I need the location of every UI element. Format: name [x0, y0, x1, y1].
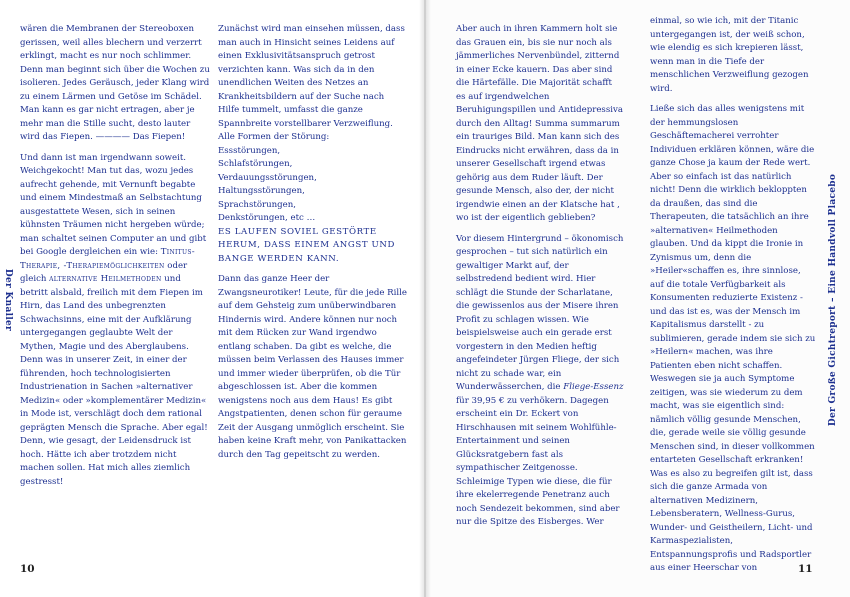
list-item: Schlafstörungen,: [218, 159, 293, 169]
running-title-left: Der Knaller: [3, 268, 13, 332]
disorder-list: [218, 145, 408, 226]
paragraph-text: Vor diesem Hintergrund – ökonomisch gesprochen – tut sich natürlich ein gewaltiger Markt auf, der selbstredend bedient wird. Hier schlägt die Stunde der Scharlatane, die gewissenlos aus der Misere ihren Profit zu schlagen wissen. Wie beispielsweise auch ein gerade erst vorgestern in den Medien heftig angefeindeter Jürgen Fliege, der sich nicht zu schade war, ein Wunderwässerchen, die: [456, 233, 624, 392]
highlighted-term: alternative Heilmethoden: [49, 274, 162, 284]
right-column-1: [456, 23, 624, 537]
paragraph-text: Und dann ist man irgendwann soweit. Weichgekocht! Man tut das, wozu jedes aufrecht gehende, mit Vernunft begabte und einem Mindestmaß an Selbstachtung ausgestattete Wesen, sich in seinen kühnsten Träumen nicht hergeben würde; man schaltet seinen Computer an und gibt bei Google dergleichen ein wie:: [20, 152, 207, 257]
paragraph: Zunächst wird man einsehen müssen, dass man auch in Hinsicht seines Leidens auf einen Exklusivitätsanspruch getrost verzichten kann. Was sich da in den unendlichen Weiten des Netzes an Krankheitsbildern auf der Suche nach Hilfe tummelt, umfasst die ganze Spannbreite vorstellbarer Verzweiflung. Alle Formen der Störung:: [218, 24, 405, 142]
page-number-left: 10: [20, 563, 35, 575]
list-item: Verdauungsstörungen,: [218, 172, 317, 183]
caps-statement: ES LAUFEN SOVIEL GESTÖRTE HERUM, DASS EINEM ANGST UND BANGE WERDEN KANN.: [218, 226, 395, 264]
paragraph-text: und betritt alsbald, freilich mit dem Fiepen im Hirn, das Land des unbegrenzten Schwachsinns, eine mit der Aufklärung untergegangen geglaubte Welt der Mythen, Magie und des Aberglaubens. Denn was in unserer Zeit, in einer der führenden, hoch technologisierten Industrienation in Sachen »alternativer Medizin« oder »komplementärer Medizin« in Mode ist, verschlägt doch dem rational geprägten Mensch die Sprache. Aber egal! Denn, wie gesagt, der Leidensdruck ist hoch. Hätte ich aber trotzdem nicht machen sollen. Hat mich alles ziemlich gestresst!: [20, 274, 208, 487]
paragraph: [20, 152, 210, 490]
paragraph: einmal, so wie ich, mit der Titanic untergegangen ist, der weiß schon, wie elendig es sich krepieren lässt, wenn man in die Tiefe der menschlichen Verzweiflung gezogen wird.: [650, 16, 809, 94]
left-column-2: [218, 23, 408, 469]
left-column-1: [20, 23, 210, 496]
paragraph: Ließe sich das alles wenigstens mit der hemmungslosen Geschäftemacherei verrohter Individuen erklären können, wäre die ganze Chose ja kaum der Rede wert. Aber so einfach ist das natürlich nicht! Denn die wirklich bekloppten da draußen, das sind die Therapeuten, die tatsächlich an ihre »alternativen« Heilmethoden glauben. Und da kippt die Ironie in Zynismus um, denn die »Heiler«schaffen es, ihre sinnlose, auf die totale Verfügbarkeit als Konsumenten reduzierte Existenz - und das ist es, was der Mensch im Kapitalismus darstellt - zu sublimieren, gerade indem sie sich zu »Heilern« machen, was ihre Patienten eben nicht schaffen. Weswegen sie ja auch Symptome zeitigen, was sie wiederum zu dem macht, was sie eigentlich sind: nämlich völlig gesunde Menschen, die, gerade weile sie völlig gesunde Menschen sind, in dieser vollkommen entarteten Gesellschaft erkranken! Was es also zu begreifen gilt ist, dass sich die ganze Armada von alternativen Medizinern, Lebensberatern, Wellness-Gurus, Wunder- und Geistheilern, Licht- und Karmaspezialisten, Entspannungsprofis und Radsportler aus einer Heerschar von: [650, 104, 816, 573]
page-number-right: 11: [798, 563, 813, 575]
paragraph-text: für 39,95 € zu verhökern. Dagegen erscheint ein Dr. Eckert von Hirschhausen mit seinem Wohlfühle-Entertainment und seinen Glücksratgebern fast als sympathischer Zeitgenosse. Schleimige Typen wie diese, die für ihre ekelerregende Penetranz auch noch Sendezeit bekommen, sind aber nur die Spitze des Eisberges. Wer: [456, 395, 620, 527]
list-item: Sprachstörungen,: [218, 199, 297, 210]
highlighted-term: Tinitus-Therapie, -Therapiemöglichkeiten: [20, 247, 195, 271]
right-column-2: [650, 15, 816, 583]
paragraph: wären die Membranen der Stereoboxen gerissen, weil alles blechern und verzerrt erklingt, macht es nur noch schlimmer. Denn man beginnt sich über die Wochen zu isolieren. Jedes Geräusch, jeder Klang wird zu einem Lärmen und Getöse im Schädel. Man kann es gar nicht ertragen, aber je mehr man die Stille sucht, desto lauter wird das Fiepen. ———— Das Fiepen!: [20, 24, 210, 142]
book-gutter: [419, 0, 431, 597]
paragraph: Aber auch in ihren Kammern holt sie das Grauen ein, bis sie nur noch als jämmerliches Nervenbündel, zitternd in einer Ecke kauern. Das aber sind die Härtefälle. Die Majorität schafft es auf irgendwelchen Beruhigungspillen und Antidepressiva durch den Alltag! Summa summarum ein trauriges Bild. Man kann sich des Eindrucks nicht erwähren, dass da in unserer Gesellschaft irgend etwas gehörig aus dem Ruder läuft. Der gesunde Mensch, also der, der nicht irgendwie einen an der Klatsche hat , wo ist der eigentlich geblieben?: [456, 24, 623, 223]
list-item: Haltungsstörungen,: [218, 186, 305, 196]
list-item: Essstörungen,: [218, 145, 281, 156]
list-item: Denkstörungen, etc …: [218, 213, 316, 223]
paragraph-text: oder gleich: [20, 260, 188, 284]
paragraph: Dann das ganze Heer der Zwangsneurotiker! Leute, für die jede Rille auf dem Gehsteig zum unüberwindbaren Hindernis wird. Andere können nur noch mit dem Rücken zur Wand irgendwo entlang schaben. Da gibt es welche, die müssen beim Verlassen des Hauses immer und immer wieder überprüfen, ob die Tür abgeschlossen ist. Aber die kommen wenigstens noch aus dem Haus! Es gibt Angstpatienten, denen schon für geraume Zeit der Ausgang unmöglich erscheint. Sie haben keine Kraft mehr, von Panikattacken durch den Tag gepeitscht zu werden.: [218, 274, 407, 460]
running-title-right: Der Große Gichtreport – Eine Handvoll Placebo: [828, 173, 838, 427]
paragraph: [456, 233, 624, 530]
italic-term: Fliege-Essenz: [563, 382, 624, 392]
left-page: [0, 0, 424, 597]
